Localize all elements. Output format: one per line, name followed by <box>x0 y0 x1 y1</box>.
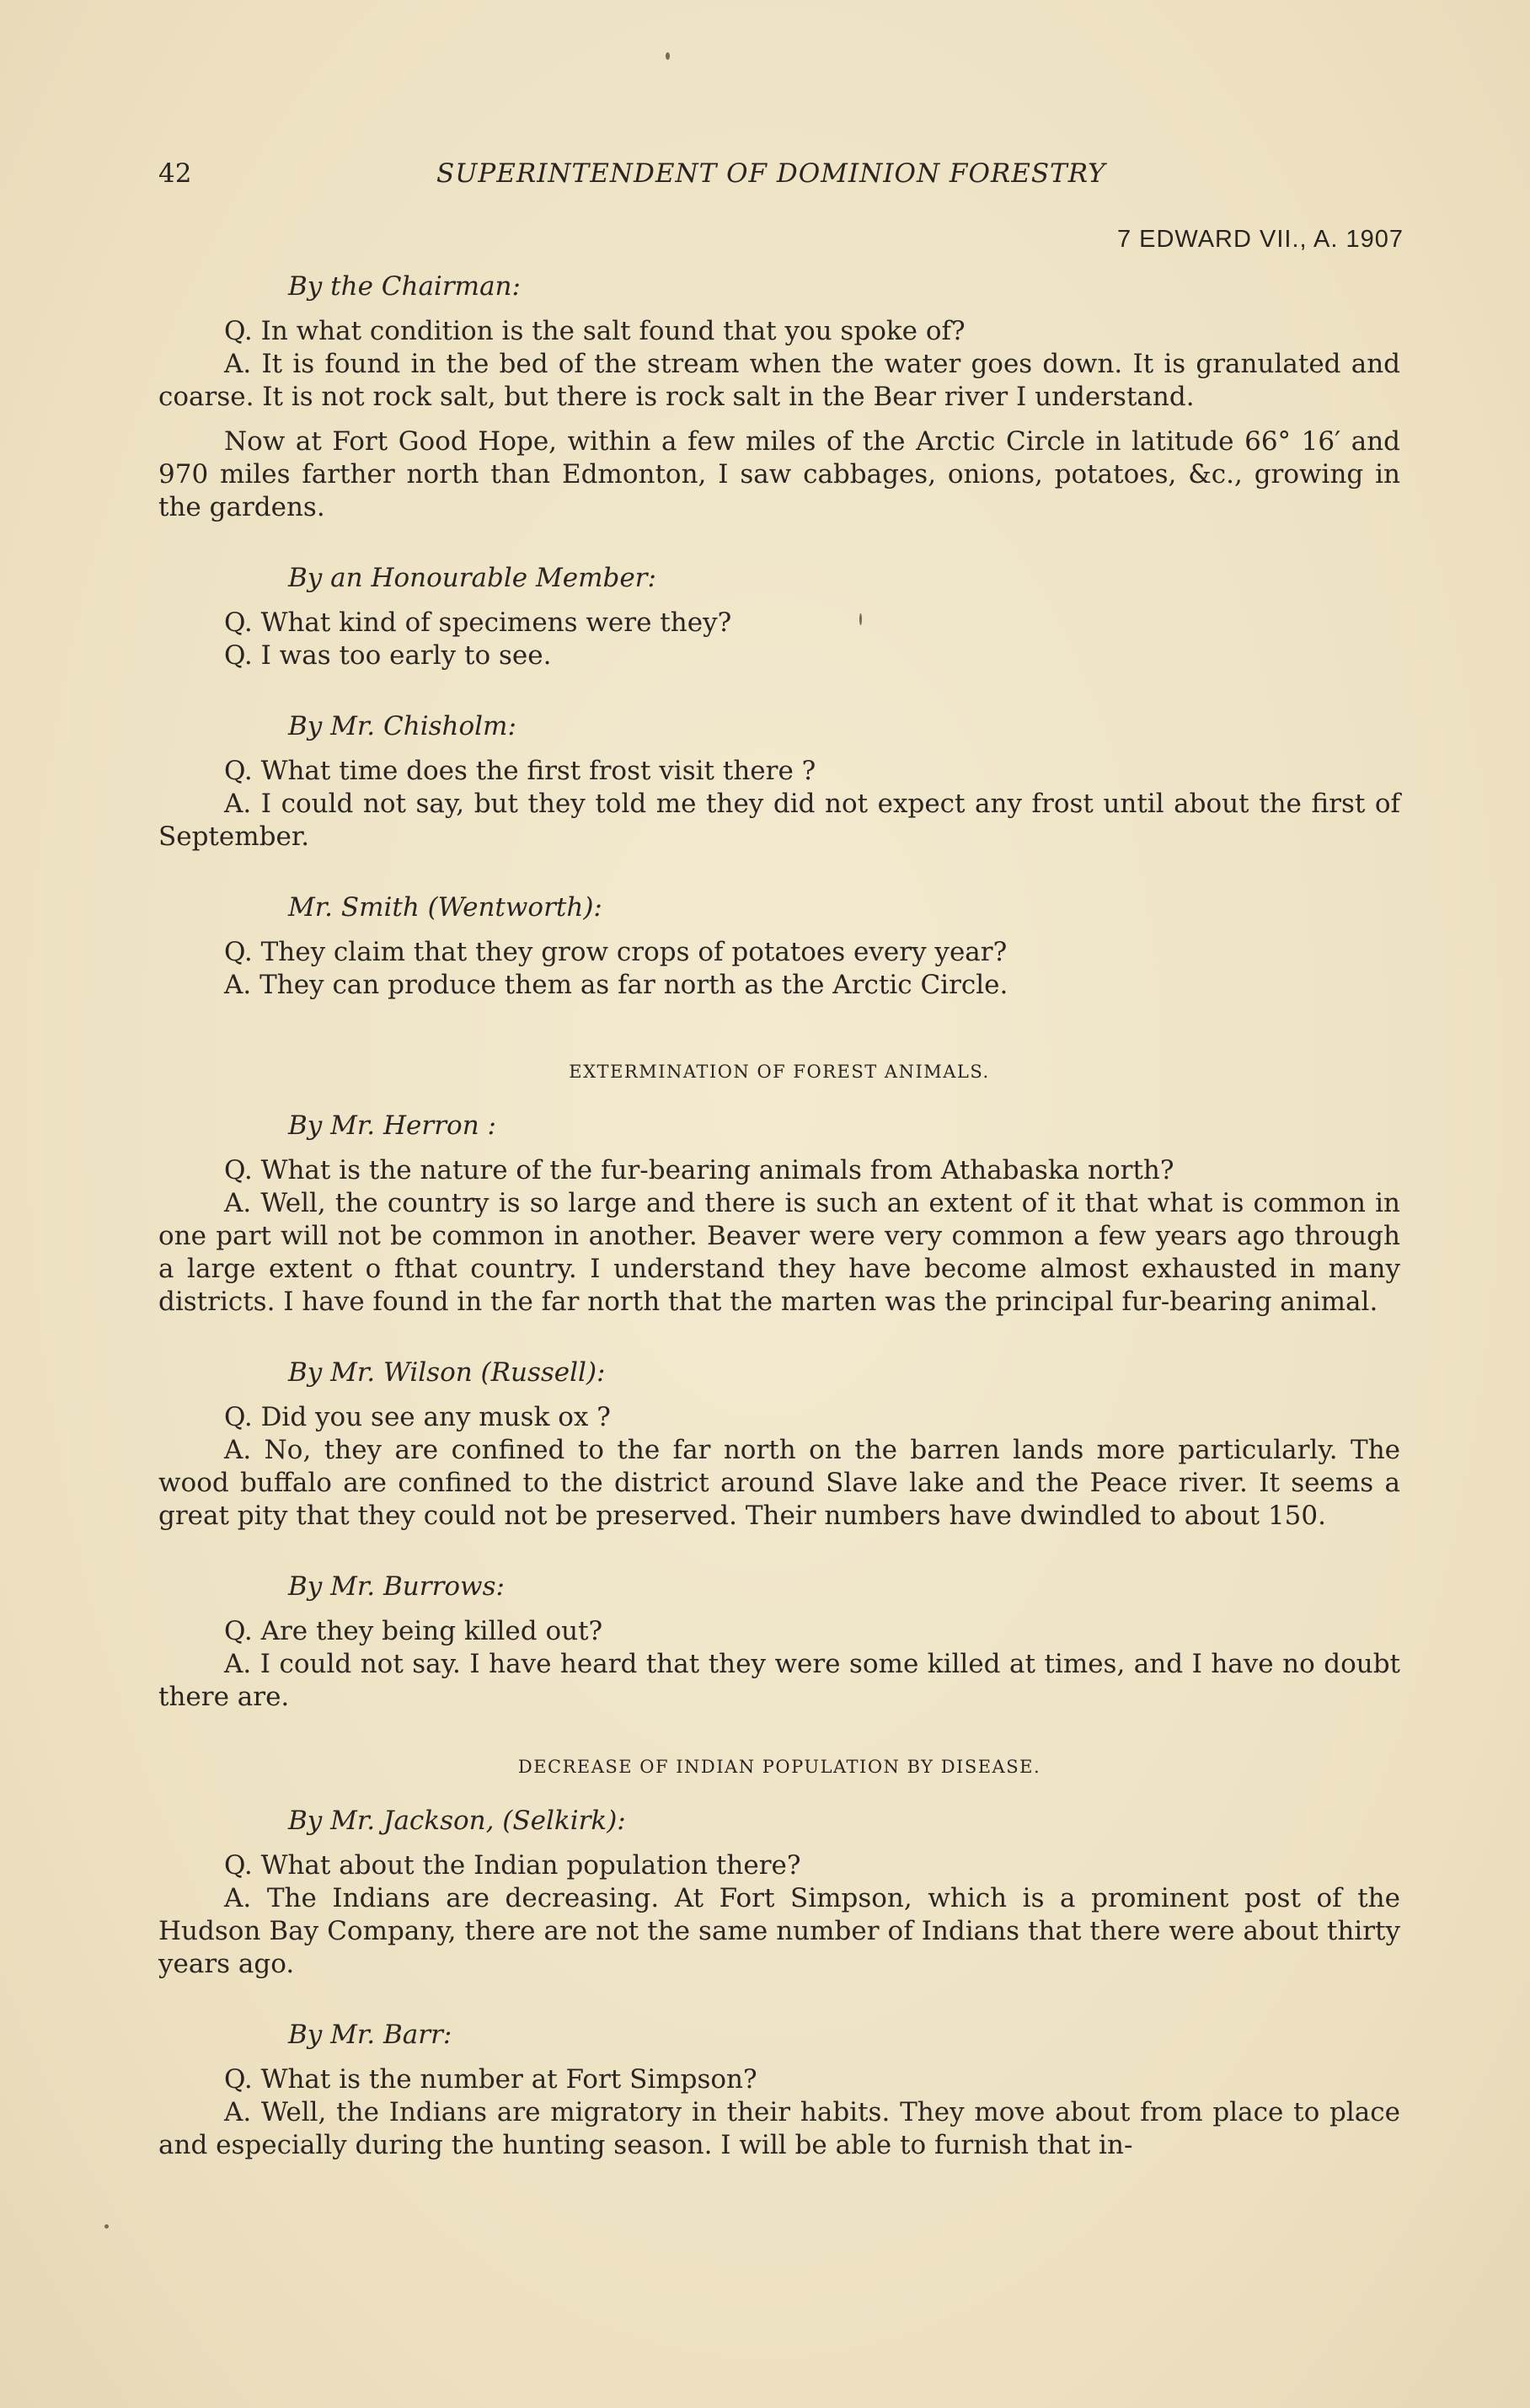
speaker-heading: By Mr. Chisholm: <box>288 711 516 741</box>
paragraph: Now at Fort Good Hope, within a few miles of the Arctic Circle in latitude 66° 16′ and 970 miles farther north than Edmonton, I saw cabbages, onions, potatoes, &c., growing in the gardens. <box>158 426 1400 522</box>
speaker-heading: By an Honourable Member: <box>288 563 656 593</box>
speaker-heading: By Mr. Wilson (Russell): <box>288 1357 606 1388</box>
answer: A. I could not say. I have heard that they were some killed at times, and I have no doubt there are. <box>158 1649 1400 1712</box>
question: Q. Did you see any musk ox ? <box>224 1402 611 1432</box>
answer: A. The Indians are decreasing. At Fort Simpson, which is a prominent post of the Hudson Bay Company, there are not the same number of Indians that there were about thirty years ago. <box>158 1883 1400 1979</box>
question: Q. What is the nature of the fur-bearing animals from Athabaska north? <box>224 1155 1174 1185</box>
speaker-heading: By Mr. Barr: <box>288 2020 452 2050</box>
speaker-heading: Mr. Smith (Wentworth): <box>288 892 602 923</box>
answer: A. No, they are confined to the far north on the barren lands more particularly. The wood buffalo are confined to the district around Slave lake and the Peace river. It seems a great pity that they could not be preserved. Their numbers have dwindled to about 150. <box>158 1435 1400 1531</box>
question: Q. What about the Indian population there? <box>224 1850 801 1881</box>
page-header <box>158 158 1405 201</box>
document-body <box>158 270 1400 2162</box>
question: Q. What time does the first frost visit there ? <box>224 756 816 786</box>
answer: A. I could not say, but they told me they did not expect any frost until about the first of September. <box>158 789 1400 852</box>
answer: A. It is found in the bed of the stream when the water goes down. It is granulated and coarse. It is not rock salt, but there is rock salt in the Bear river I understand. <box>158 349 1400 412</box>
session-label: 7 EDWARD VII., A. 1907 <box>1116 226 1404 253</box>
ink-speck <box>666 52 670 60</box>
question: Q. What kind of specimens were they? <box>224 607 732 638</box>
answer: A. Well, the Indians are migratory in their habits. They move about from place to place and especially during the hunting season. I will be able to furnish that in- <box>158 2097 1400 2160</box>
question: Q. Are they being killed out? <box>224 1616 603 1646</box>
speaker-heading: By Mr. Jackson, (Selkirk): <box>288 1806 626 1836</box>
question: Q. I was too early to see. <box>224 640 552 671</box>
speaker-heading: By Mr. Herron : <box>288 1110 496 1141</box>
ink-speck <box>104 2224 109 2229</box>
page-number: 42 <box>158 158 192 189</box>
speaker-heading: By Mr. Burrows: <box>288 1571 505 1602</box>
question: Q. In what condition is the salt found that you spoke of? <box>224 316 966 346</box>
answer: A. They can produce them as far north as the Arctic Circle. <box>224 970 1008 1000</box>
section-heading: DECREASE OF INDIAN POPULATION BY DISEASE. <box>517 1757 1041 1777</box>
answer: A. Well, the country is so large and there is such an extent of it that what is common in one part will not be common in another. Beaver were very common a few years ago through a large extent o fthat country. I understand they have become almost exhausted in many districts. I have found in the far north that the marten was the principal fur-bearing animal. <box>158 1188 1400 1317</box>
speaker-heading: By the Chairman: <box>288 271 521 302</box>
question: Q. What is the number at Fort Simpson? <box>224 2064 757 2095</box>
running-title: SUPERINTENDENT OF DOMINION FORESTRY <box>436 158 1106 189</box>
section-heading: EXTERMINATION OF FOREST ANIMALS. <box>569 1062 990 1082</box>
question: Q. They claim that they grow crops of potatoes every year? <box>224 937 1008 967</box>
